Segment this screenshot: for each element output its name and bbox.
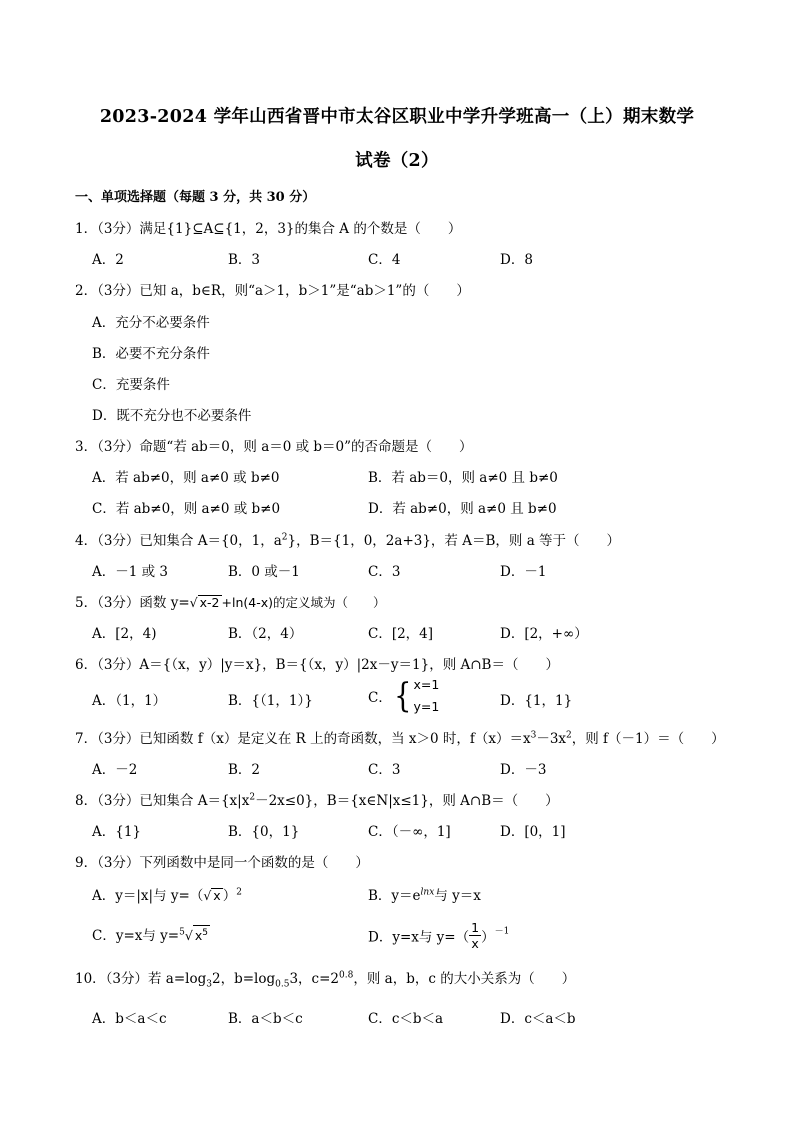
q9-option-c-radicand: x <box>194 928 203 943</box>
q5-option-a: A．[2，4) <box>92 626 157 642</box>
q9-option-b-exponent: lnx <box>420 887 435 898</box>
q5-sqrt-radicand: x-2 <box>199 595 220 610</box>
q9-option-d-text: D．y=x与 y=（ <box>368 929 470 946</box>
q10-option-c: C．c＜b＜a <box>368 1011 444 1027</box>
q1-option-c: C．4 <box>368 252 401 268</box>
q10-option-d: D．c＜a＜b <box>500 1011 576 1027</box>
q7-option-a: A．－2 <box>92 762 138 778</box>
q2-option-d: D．既不充分也不必要条件 <box>92 408 252 424</box>
q7-exponent-2: 2 <box>566 730 572 741</box>
q4-text-post: }，B＝{1，0，2a+3}，若 A＝B，则 a 等于（ ） <box>287 533 621 549</box>
q2-option-a: A．充分不必要条件 <box>92 315 210 331</box>
q4-exponent: 2 <box>281 532 288 543</box>
q3-option-b: B．若 ab＝0，则 a≠0 且 b≠0 <box>368 470 558 486</box>
q10-option-a: A．b＜a＜c <box>92 1011 167 1027</box>
q6-option-c-label: C． <box>368 690 392 706</box>
q9-option-b-post: 与 y＝x <box>434 888 481 904</box>
q9-option-d-exponent: －1 <box>494 926 510 937</box>
q6-option-c-line-2: y=1 <box>413 699 440 714</box>
q10-log-base-1: 3 <box>206 979 212 990</box>
question-4 <box>75 529 620 549</box>
q8-option-a: A．{1} <box>92 824 142 840</box>
q9-option-b <box>368 884 481 904</box>
question-3: 3．（3分）命题“若 ab＝0，则 a＝0 或 b＝0”的否命题是（ ） <box>75 439 473 455</box>
q6-option-c <box>368 674 439 718</box>
q10-text-post: ，则 a，b，c 的大小关系为（ ） <box>353 971 576 987</box>
q10-log-base-2: 0.5 <box>275 979 290 990</box>
question-5: 5．（3分）函数 y=√ x-2 +ln(4-x)的定义域为（ ） <box>75 595 386 611</box>
q4-option-d: D．－1 <box>500 564 547 580</box>
q10-option-b: B．a＜b＜c <box>228 1011 303 1027</box>
question-2: 2．（3分）已知 a，b∈R，则“a＞1，b＞1”是“ab＞1”的（ ） <box>75 283 470 299</box>
section-heading: 一、单项选择题（每题 3 分，共 30 分） <box>75 190 316 205</box>
q4-option-b: B．0 或－1 <box>228 564 300 580</box>
q9-option-a-close: ） <box>222 888 237 904</box>
question-1: 1．（3分）满足{1}⊆A⊆{1，2，3}的集合 A 的个数是（ ） <box>75 221 462 237</box>
q9-option-a-text: A．y＝|x|与 y=（ <box>92 888 204 904</box>
q5-option-b: B．（2，4） <box>228 626 303 642</box>
q9-option-a-exponent: 2 <box>236 887 242 898</box>
q1-option-b: B．3 <box>228 252 261 268</box>
q1-option-a: A．2 <box>92 252 124 268</box>
q9-option-d <box>368 920 509 951</box>
q7-text-post: ，则 f（－1）＝（ ） <box>571 731 725 747</box>
q5-text-post: +ln(4-x)的定义域为（ ） <box>221 595 386 610</box>
page-title-line-2: 试卷（2） <box>355 151 439 171</box>
q9-option-c-exponent: 5 <box>202 927 208 938</box>
q9-option-a: A．y＝|x|与 y=（√ x ）$^2$ <box>92 887 242 904</box>
q2-option-b: B．必要不充分条件 <box>92 346 210 362</box>
q10-text-b: 3，c=2 <box>289 971 340 987</box>
q5-text-pre: 5．（3分）函数 y= <box>75 595 190 611</box>
page-title-line-1: 2023-2024 学年山西省晋中市太谷区职业中学升学班高一（上）期末数学 <box>99 107 695 127</box>
question-9: 9．（3分）下列函数中是同一个函数的是（ ） <box>75 855 369 871</box>
q3-option-c: C．若 ab≠0，则 a≠0 或 b≠0 <box>92 501 281 517</box>
question-7 <box>75 727 725 747</box>
q8-text-pre: 8．（3分）已知集合 A＝{x|x <box>75 793 250 809</box>
brace-glyph: { <box>394 676 412 716</box>
q9-option-c: C．y=x与 y=$^5$√ $x^5$ <box>92 924 210 944</box>
q8-text-post: －2x≤0}，B＝{x∈N|x≤1}，则 A∩B＝（ ） <box>255 793 559 809</box>
q10-text-a: 2，b=log <box>212 971 276 987</box>
q9-option-b-text: B．y＝e <box>368 888 421 904</box>
q2-option-c: C．充要条件 <box>92 377 170 393</box>
q9-option-d-close: ） <box>481 929 495 946</box>
q7-option-b: B．2 <box>228 762 261 778</box>
q9-option-a-radicand: x <box>213 888 221 903</box>
q9-option-c-text: C．y=x与 y= <box>92 928 180 944</box>
q7-option-c: C．3 <box>368 762 401 778</box>
q9-option-d-numerator: 1 <box>471 920 480 935</box>
q8-option-d: D．[0，1] <box>500 824 566 840</box>
q6-option-d: D．{1，1} <box>500 693 573 709</box>
question-6: 6．（3分）A＝{（x，y）|y＝x}，B＝{（x，y）|2x－y＝1}，则 A∩B＝（ ） <box>75 657 559 673</box>
q7-option-d: D．－3 <box>500 762 547 778</box>
q5-option-d: D．[2，+∞） <box>500 626 588 642</box>
q4-text-pre: 4．（3分）已知集合 A＝{0，1，a <box>75 533 282 549</box>
q4-option-a: A．－1 或 3 <box>92 564 169 580</box>
q6-option-b: B．{（1，1）} <box>228 693 313 709</box>
q6-option-c-line-1: x=1 <box>413 677 440 692</box>
q8-option-c: C．（－∞，1] <box>368 824 451 840</box>
q10-text-pre: 10．（3分）若 a=log <box>75 971 207 987</box>
question-8 <box>75 789 559 809</box>
q8-exponent: 2 <box>249 792 256 803</box>
q4-option-c: C．3 <box>368 564 401 580</box>
q7-exponent-1: 3 <box>530 730 537 741</box>
q7-text-mid: －3x <box>536 731 567 747</box>
q10-exponent: 0.8 <box>339 970 354 981</box>
q9-option-c-root-index: 5 <box>179 927 185 938</box>
question-10 <box>75 967 575 990</box>
q7-text-pre: 7．（3分）已知函数 f（x）是定义在 R 上的奇函数，当 x＞0 时，f（x）＝x <box>75 731 531 747</box>
q3-option-a: A．若 ab≠0，则 a≠0 或 b≠0 <box>92 470 280 486</box>
q1-option-d: D．8 <box>500 252 533 268</box>
q9-option-d-denominator: x <box>471 936 479 951</box>
q3-option-d: D．若 ab≠0，则 a≠0 且 b≠0 <box>368 501 557 517</box>
q8-option-b: B．{0，1} <box>228 824 300 840</box>
q5-option-c: C．[2，4] <box>368 626 434 642</box>
q6-option-a: A．（1，1） <box>92 693 167 709</box>
